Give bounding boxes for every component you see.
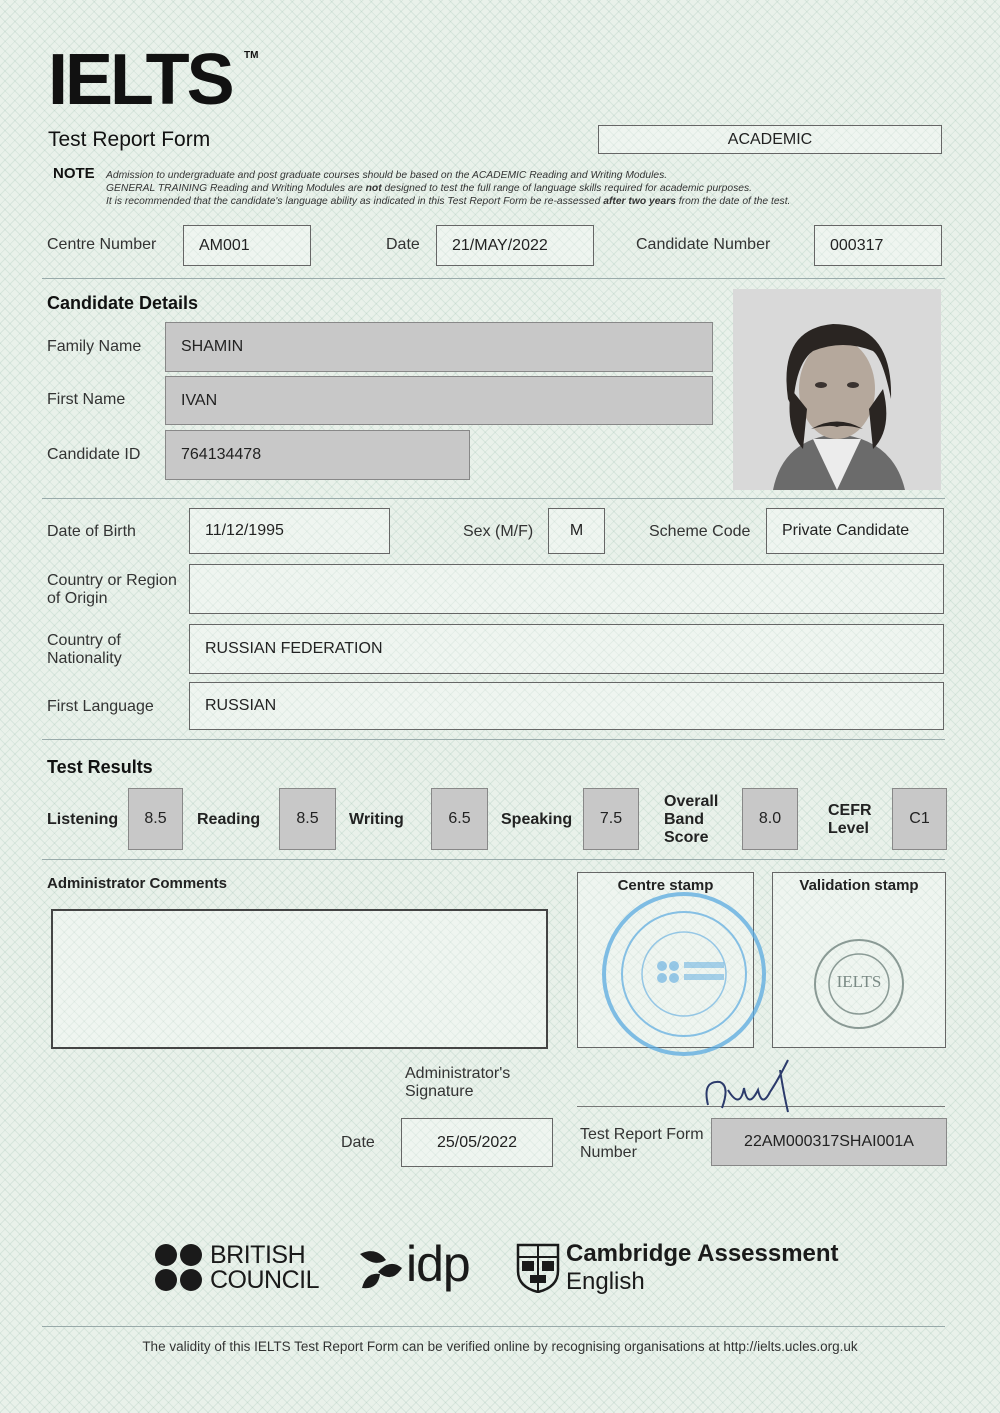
nationality-value: RUSSIAN FEDERATION (205, 640, 383, 657)
cefr-level (892, 788, 947, 850)
centre-stamp-label: Centre stamp (617, 877, 714, 894)
cefr-label: CEFR Level (828, 802, 872, 837)
speaking-label: Speaking (501, 811, 573, 828)
module-field (598, 125, 942, 154)
listening-score (128, 788, 183, 850)
family-name-value: SHAMIN (181, 338, 244, 355)
date-label: Date (386, 236, 420, 253)
british-council-dots-icon (154, 1243, 204, 1293)
divider (42, 498, 945, 499)
british-council-logo: BRITISH COUNCIL (210, 1241, 320, 1294)
speaking-score (583, 788, 639, 850)
candidate-id-value: 764134478 (181, 446, 262, 463)
sex-value: M (569, 522, 584, 539)
trademark-mark: TM (244, 50, 259, 61)
divider (42, 278, 945, 279)
admin-signature-label: Administrator's Signature (405, 1065, 511, 1100)
idp-leaf-icon (356, 1244, 406, 1294)
candidate-id-field (165, 430, 470, 480)
test-results-heading: Test Results (47, 757, 153, 777)
candidate-number-value: 000317 (830, 236, 884, 254)
writing-score-value: 6.5 (448, 810, 471, 827)
admin-comments-label: Administrator Comments (47, 875, 228, 892)
test-date-field (436, 225, 594, 266)
note-line-2: GENERAL TRAINING Reading and Writing Modules are not designed to test the full range of language skills required for academic purposes. (106, 183, 752, 194)
scheme-code-label: Scheme Code (649, 523, 751, 540)
candidate-photo (733, 289, 941, 490)
candidate-id-label: Candidate ID (47, 446, 141, 463)
origin-field (189, 564, 944, 614)
reading-score (279, 788, 336, 850)
trf-number-value: 22AM000317SHAI001A (744, 1133, 914, 1150)
ielts-logo: IELTS (48, 40, 232, 120)
divider (42, 739, 945, 740)
centre-stamp-seal (590, 888, 778, 1060)
scheme-code-field (766, 508, 944, 554)
trf-number-label: Test Report Form Number (580, 1126, 704, 1161)
centre-number-field (183, 225, 311, 266)
first-language-label: First Language (47, 698, 154, 715)
candidate-number-label: Candidate Number (636, 236, 771, 253)
candidate-photo-illustration (733, 289, 941, 490)
form-title: Test Report Form (48, 128, 211, 151)
admin-comments-box (51, 909, 548, 1049)
origin-label: Country or Region of Origin (47, 572, 177, 607)
scheme-code-value: Private Candidate (782, 522, 910, 539)
nationality-label: Country of Nationality (47, 632, 122, 667)
admin-signature (700, 1050, 800, 1120)
module-value: ACADEMIC (727, 130, 813, 148)
nationality-field (189, 624, 944, 674)
dob-value: 11/12/1995 (205, 522, 284, 539)
centre-number-label: Centre Number (47, 236, 157, 253)
issue-date-value: 25/05/2022 (436, 1133, 518, 1151)
centre-number-value: AM001 (199, 236, 250, 254)
first-language-value: RUSSIAN (205, 697, 277, 714)
overall-band-label: Overall Band Score (664, 793, 719, 846)
speaking-score-value: 7.5 (599, 810, 623, 827)
test-date-value: 21/MAY/2022 (452, 236, 548, 254)
reading-score-value: 8.5 (296, 810, 319, 827)
note-text (106, 169, 906, 208)
first-name-label: First Name (47, 391, 126, 408)
first-name-field (165, 376, 713, 425)
overall-band-score-value: 8.0 (758, 810, 782, 827)
note-line-3: It is recommended that the candidate's language ability as indicated in this Test Report Form be re-assessed after two years from the date of the test. (106, 196, 791, 207)
sex-label: Sex (M/F) (463, 523, 534, 540)
candidate-number-field (814, 225, 942, 266)
sex-field (548, 508, 605, 554)
writing-score (431, 788, 488, 850)
cambridge-shield-icon (516, 1243, 560, 1293)
trf-number-field (711, 1118, 947, 1166)
overall-band-score (742, 788, 798, 850)
issue-date-field (401, 1118, 553, 1167)
dob-label: Date of Birth (47, 523, 136, 540)
family-name-field (165, 322, 713, 372)
divider (42, 859, 945, 860)
validation-stamp-label: Validation stamp (799, 877, 919, 894)
candidate-details-heading: Candidate Details (47, 293, 199, 313)
family-name-label: Family Name (47, 338, 142, 355)
listening-label: Listening (47, 811, 119, 828)
idp-logo: idp (406, 1236, 470, 1292)
issue-date-label: Date (341, 1134, 375, 1151)
cambridge-assessment-logo: Cambridge Assessment English (566, 1240, 839, 1295)
reading-label: Reading (197, 811, 261, 828)
note-line-1: Admission to undergraduate and post graduate courses should be based on the ACADEMIC Reading and Writing Modules. (106, 170, 668, 181)
writing-label: Writing (349, 811, 404, 828)
divider (42, 1326, 945, 1327)
cefr-level-value: C1 (909, 810, 930, 827)
dob-field (189, 508, 390, 554)
footer-verification-text: The validity of this IELTS Test Report Form can be verified online by recognising organisations at http://ielts.ucles.org.uk (142, 1339, 858, 1354)
validation-stamp-text: IELTS (836, 972, 882, 991)
first-name-value: IVAN (181, 391, 218, 409)
listening-score-value: 8.5 (144, 810, 167, 827)
note-label: NOTE (53, 165, 95, 182)
first-language-field (189, 682, 944, 730)
